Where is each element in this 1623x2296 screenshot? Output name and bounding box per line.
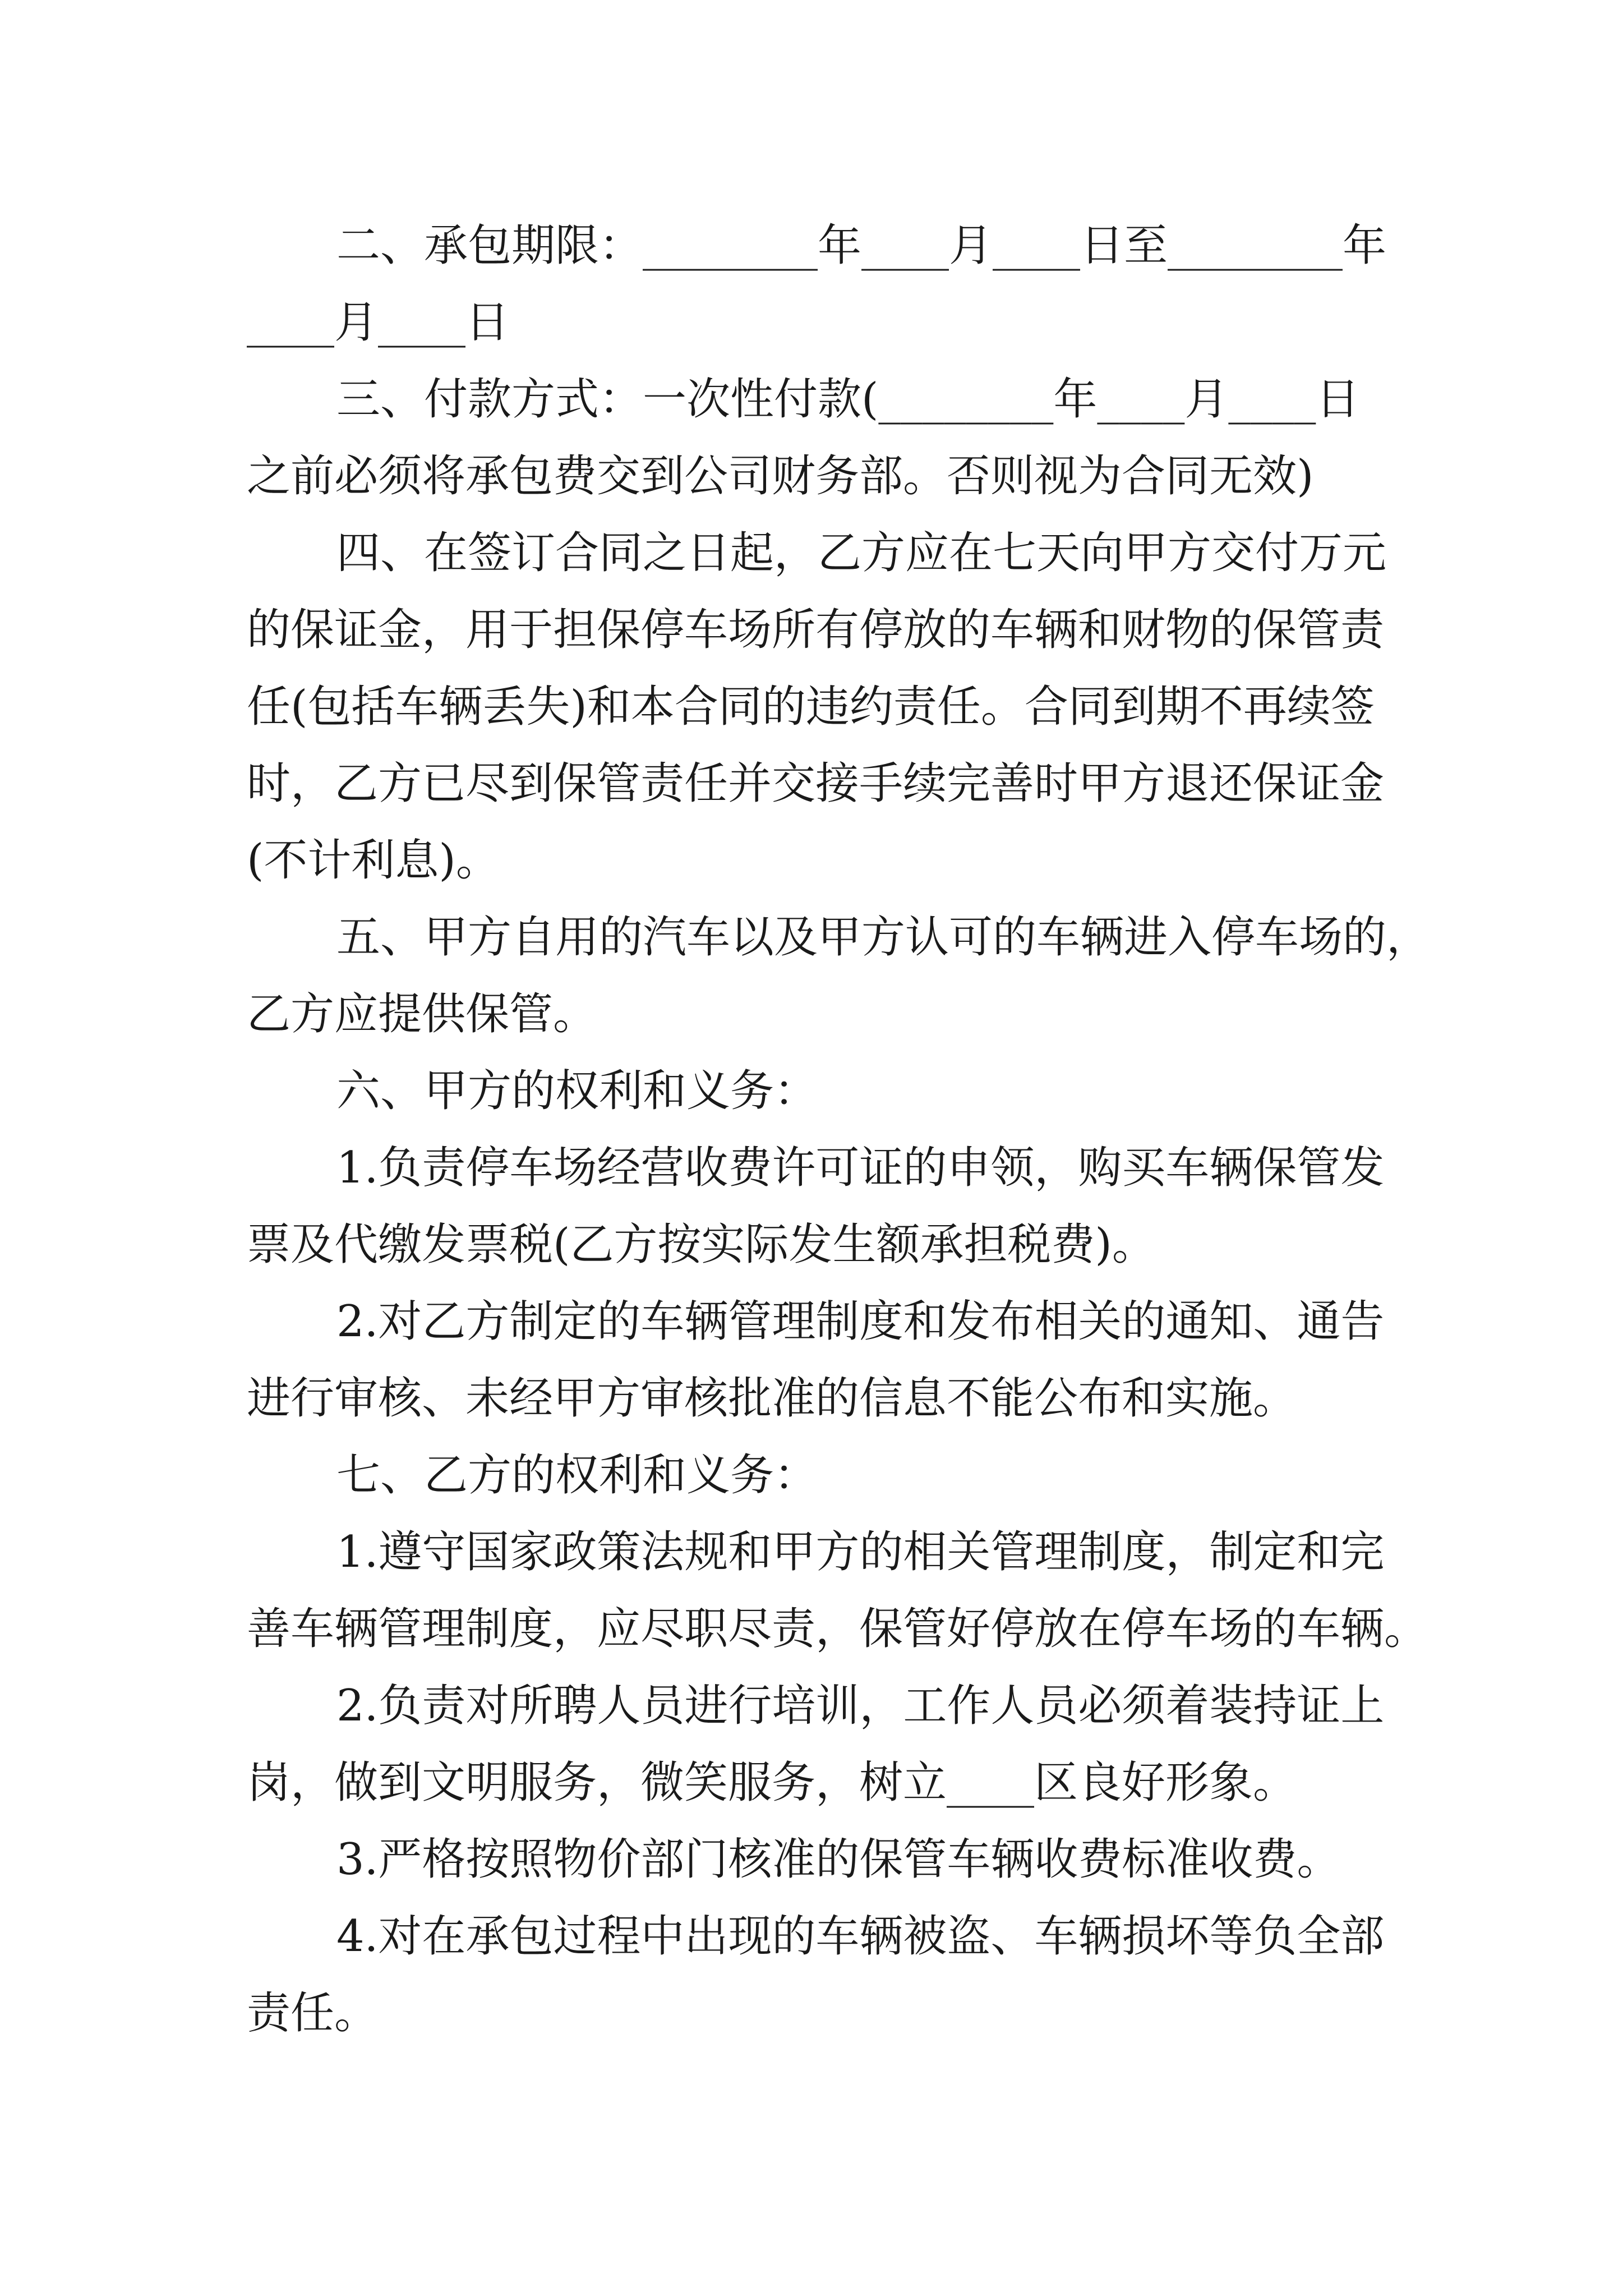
text-line: 的保证金，用于担保停车场所有停放的车辆和财物的保管责 xyxy=(247,605,1385,655)
text-line: 六、甲方的权利和义务： xyxy=(336,1066,818,1116)
contract-page xyxy=(247,208,1431,2052)
text-line: 二、承包期限：________年____月____日至________年 xyxy=(336,220,1387,271)
text-line: 四、在签订合同之日起，乙方应在七天向甲方交付万元 xyxy=(336,528,1387,578)
text-line: 三、付款方式：一次性付款(________年____月____日 xyxy=(336,374,1360,425)
text-line: 2.负责对所聘人员进行培训，工作人员必须着装持证上 xyxy=(336,1681,1385,1731)
text-line: 1.遵守国家政策法规和甲方的相关管理制度，制定和完 xyxy=(336,1527,1385,1577)
text-line: 七、乙方的权利和义务： xyxy=(336,1450,818,1501)
text-line: (不计利息)。 xyxy=(247,835,500,886)
text-line: ____月____日 xyxy=(247,297,510,348)
text-line: 进行审核、未经甲方审核批准的信息不能公布和实施。 xyxy=(247,1373,1297,1424)
text-line: 时，乙方已尽到保管责任并交接手续完善时甲方退还保证金 xyxy=(247,758,1385,809)
text-line: 1.负责停车场经营收费许可证的申领，购买车辆保管发 xyxy=(336,1143,1385,1193)
text-line: 2.对乙方制定的车辆管理制度和发布相关的通知、通告 xyxy=(336,1296,1385,1347)
text-line: 五、甲方自用的汽车以及甲方认可的车辆进入停车场的， xyxy=(336,912,1431,963)
text-line: 责任。 xyxy=(247,1988,379,2039)
text-line: 票及代缴发票税(乙方按实际发生额承担税费)。 xyxy=(247,1220,1156,1270)
text-line: 岗，做到文明服务，微笑服务，树立____区良好形象。 xyxy=(247,1757,1297,1808)
text-line: 4.对在承包过程中出现的车辆被盗、车辆损坏等负全部 xyxy=(336,1911,1385,1962)
text-line: 善车辆管理制度，应尽职尽责，保管好停放在停车场的车辆。 xyxy=(247,1604,1428,1654)
text-line: 任(包括车辆丢失)和本合同的违约责任。合同到期不再续签 xyxy=(247,682,1375,732)
text-line: 3.严格按照物价部门核准的保管车辆收费标准收费。 xyxy=(336,1834,1341,1885)
text-line: 乙方应提供保管。 xyxy=(247,989,597,1039)
text-line: 之前必须将承包费交到公司财务部。否则视为合同无效) xyxy=(247,451,1314,501)
